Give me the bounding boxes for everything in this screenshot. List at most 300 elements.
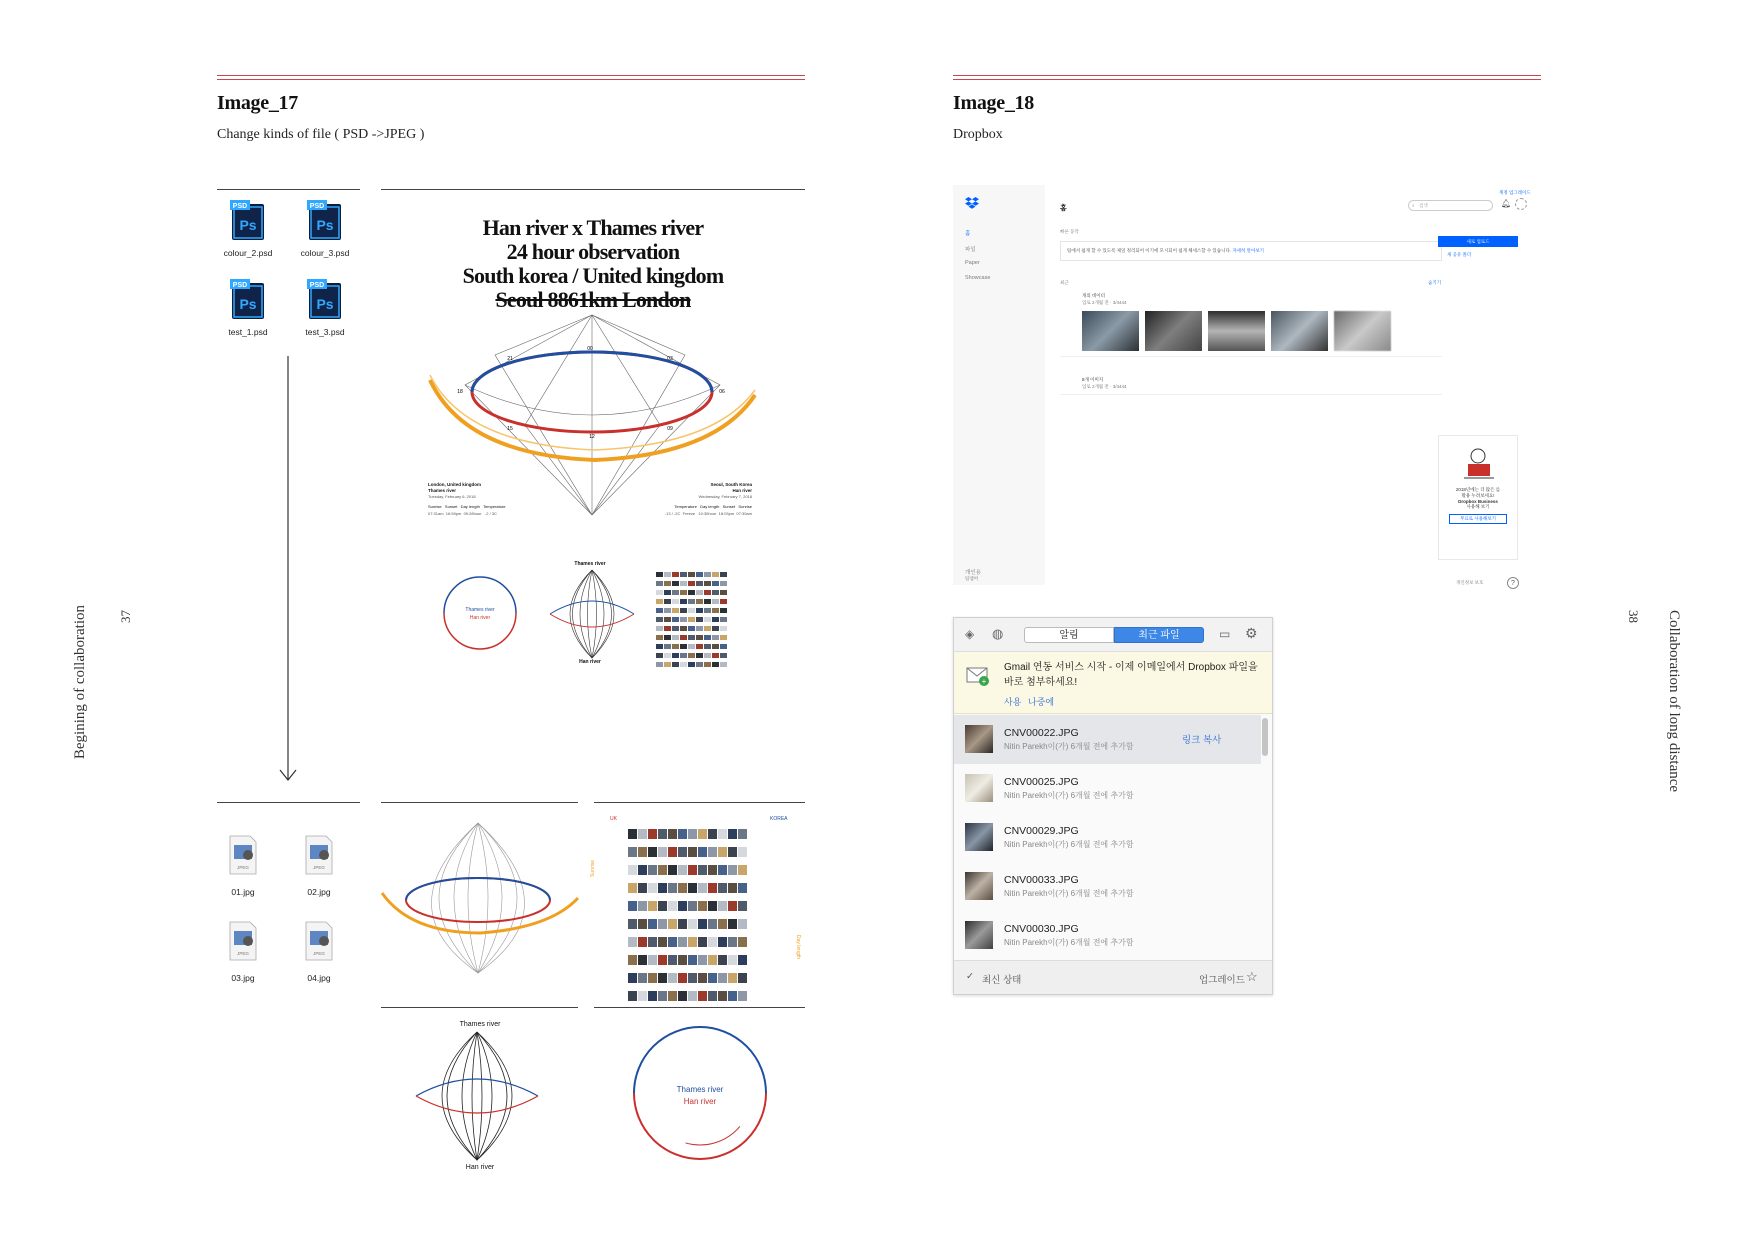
recent-group-2[interactable] — [1060, 375, 1442, 395]
color-swatch — [712, 635, 719, 640]
color-swatch — [728, 901, 737, 911]
color-swatch — [688, 901, 697, 911]
svg-text:Ps: Ps — [239, 217, 257, 233]
mini-han-title: Han river — [579, 659, 601, 665]
color-swatch — [704, 599, 711, 604]
color-swatch — [658, 883, 667, 893]
color-swatch — [708, 865, 717, 875]
dropbox-logo-icon[interactable] — [965, 197, 979, 209]
star-icon[interactable]: ☆ — [1246, 969, 1258, 984]
color-swatch — [688, 919, 697, 929]
file-name: CNV00033.JPG — [1004, 874, 1079, 886]
poster-section-rule — [381, 189, 805, 190]
file-thumbnail — [965, 872, 993, 900]
right-page-number: 38 — [1626, 610, 1641, 623]
color-swatch — [688, 847, 697, 857]
color-swatch — [668, 829, 677, 839]
photo-thumb[interactable] — [1208, 311, 1265, 351]
notice-link[interactable]: 자세히 알아보기 — [1232, 248, 1265, 253]
color-swatch — [720, 581, 727, 586]
photo-thumb[interactable] — [1334, 311, 1391, 351]
color-swatch — [698, 901, 707, 911]
poster-title-line-3: South korea / United kingdom — [462, 263, 724, 288]
hour-label: 00 — [587, 346, 593, 352]
layers-icon[interactable]: ◈ — [965, 627, 975, 641]
color-swatch — [712, 608, 719, 613]
color-swatch — [688, 662, 695, 667]
promo-illustration-icon — [1456, 442, 1500, 486]
color-swatch — [680, 653, 687, 658]
color-swatch — [728, 829, 737, 839]
color-swatch — [720, 572, 727, 577]
color-swatch — [738, 847, 747, 857]
color-swatch — [712, 644, 719, 649]
color-swatch — [656, 617, 663, 622]
color-swatch — [658, 919, 667, 929]
color-swatch — [656, 653, 663, 658]
hour-label: 21 — [507, 356, 513, 362]
color-swatch — [738, 865, 747, 875]
color-swatch — [656, 590, 663, 595]
korea-label: KOREA — [770, 816, 788, 822]
color-swatch — [638, 829, 647, 839]
notice-box — [1060, 241, 1442, 261]
color-swatch — [738, 901, 747, 911]
color-swatch — [680, 572, 687, 577]
color-swatch — [696, 653, 703, 658]
color-swatch — [712, 581, 719, 586]
color-swatch — [688, 829, 697, 839]
han-label: Han river — [469, 615, 491, 621]
color-swatch — [678, 973, 687, 983]
color-swatch — [672, 635, 679, 640]
color-swatch — [696, 617, 703, 622]
promo-brand: Dropbox Business — [1458, 499, 1498, 504]
color-swatch — [720, 599, 727, 604]
jpg-file-name: 03.jpg — [231, 973, 255, 983]
psd-file-name: test_3.psd — [305, 327, 345, 337]
color-swatch — [672, 644, 679, 649]
color-swatch — [708, 901, 717, 911]
color-swatch — [658, 847, 667, 857]
color-swatch — [738, 973, 747, 983]
color-swatch — [678, 883, 687, 893]
color-swatch — [672, 617, 679, 622]
color-swatch — [664, 599, 671, 604]
file-thumbnail — [965, 823, 993, 851]
color-swatch — [628, 955, 637, 965]
svg-text:Ps: Ps — [316, 296, 334, 312]
color-swatch — [668, 865, 677, 875]
search-icon: ⌕ — [1412, 203, 1415, 208]
color-swatch — [648, 955, 657, 965]
color-swatch — [664, 662, 671, 667]
color-swatch — [708, 991, 717, 1001]
color-swatch — [718, 973, 727, 983]
color-swatch — [656, 599, 663, 604]
color-swatch — [688, 883, 697, 893]
color-swatch — [672, 653, 679, 658]
color-swatch — [718, 847, 727, 857]
photoshop-file-icon — [307, 279, 343, 321]
color-swatch — [688, 644, 695, 649]
file-thumbnail — [965, 774, 993, 802]
file-description: Nitin Parekh이(가) 6개월 전에 추가함 — [1004, 840, 1134, 849]
color-swatch — [688, 626, 695, 631]
banner-use-link[interactable]: 사용 — [1004, 697, 1022, 707]
color-swatch — [664, 581, 671, 586]
business-promo-card — [1438, 435, 1518, 560]
color-swatch — [720, 635, 727, 640]
file-name: CNV00030.JPG — [1004, 923, 1079, 935]
color-swatch — [678, 955, 687, 965]
nav-home[interactable]: 홈 — [965, 231, 971, 237]
color-swatch — [628, 865, 637, 875]
color-swatch — [712, 626, 719, 631]
color-swatch — [658, 901, 667, 911]
color-swatch — [720, 662, 727, 667]
color-swatch — [708, 847, 717, 857]
bottom-clock-diagram — [625, 1018, 775, 1168]
color-swatch — [688, 581, 695, 586]
group1-title: 개의 데이터 — [1082, 293, 1105, 298]
color-swatch — [656, 662, 663, 667]
nav-files[interactable]: 파일 — [965, 247, 976, 253]
color-swatch — [664, 626, 671, 631]
color-swatch — [718, 883, 727, 893]
han-river-title: Han river — [465, 1164, 495, 1171]
thames-label: Thames river — [465, 607, 495, 613]
london-caption: London, United kingdom — [428, 482, 481, 487]
hour-label: 15 — [507, 426, 513, 432]
color-swatch — [718, 955, 727, 965]
color-swatch — [680, 581, 687, 586]
upgrade-link[interactable]: 계정 업그레이드 — [1499, 190, 1531, 195]
color-swatch — [668, 955, 677, 965]
hide-link[interactable]: 숨기기 — [1428, 280, 1442, 285]
privacy-link[interactable]: 개인정보 보호 — [1456, 580, 1484, 585]
svg-text:JPEG: JPEG — [237, 865, 249, 870]
svg-text:PSD: PSD — [309, 203, 325, 210]
london-headers: Sunrise Sunset Day length Temperature — [428, 504, 506, 509]
swatch-section-rule — [594, 802, 805, 803]
help-icon[interactable]: ? — [1507, 577, 1519, 589]
color-swatch — [678, 901, 687, 911]
left-page-number: 37 — [118, 610, 133, 623]
color-swatch — [628, 847, 637, 857]
color-swatch — [678, 847, 687, 857]
color-swatch — [672, 581, 679, 586]
color-swatch — [718, 901, 727, 911]
promo-line-2: 활용 누려보세요! — [1461, 493, 1495, 498]
group2-meta: 업로 2개월 전 · 3/4444 — [1082, 384, 1127, 389]
svg-text:JPEG: JPEG — [313, 951, 325, 956]
copy-link-button[interactable]: 링크 복사 — [1182, 735, 1222, 746]
left-side-title: Begining of collaboration — [72, 605, 88, 760]
london-date: Tuesday, February 6, 2018 — [428, 494, 476, 499]
svg-text:Ps: Ps — [316, 217, 334, 233]
color-swatch — [738, 937, 747, 947]
recent-group-1[interactable] — [1060, 291, 1442, 357]
color-swatch — [668, 973, 677, 983]
status-text: 최신 상태 — [982, 975, 1022, 986]
promo-line-3: 사용해 보기 — [1466, 504, 1490, 509]
panel-statusbar — [954, 960, 1272, 994]
nav-showcase[interactable]: Showcase — [965, 275, 991, 281]
color-swatch — [720, 590, 727, 595]
file-name: CNV00029.JPG — [1004, 825, 1079, 837]
color-swatch — [708, 937, 717, 947]
color-swatch — [696, 572, 703, 577]
promo-button[interactable]: 무료로 사용해보기 — [1449, 514, 1507, 524]
avatar[interactable] — [1515, 198, 1527, 210]
right-heading: Image_18 — [953, 92, 1034, 114]
color-swatch — [712, 617, 719, 622]
color-swatch — [648, 865, 657, 875]
file-description: Nitin Parekh이(가) 6개월 전에 추가함 — [1004, 791, 1134, 800]
account-name[interactable]: 개인용 — [965, 570, 981, 576]
color-swatch — [638, 883, 647, 893]
color-swatch — [656, 626, 663, 631]
search-placeholder: 검색 — [1419, 203, 1428, 208]
color-swatch — [668, 919, 677, 929]
color-swatch — [728, 955, 737, 965]
color-swatch — [728, 883, 737, 893]
poster-title-line-2: 24 hour observation — [506, 239, 680, 264]
bell-icon[interactable]: 🔔︎ — [1501, 199, 1512, 208]
globe-section-rule — [381, 802, 578, 803]
file-row[interactable] — [954, 715, 1261, 764]
search-box[interactable] — [1408, 200, 1493, 211]
color-swatch — [664, 644, 671, 649]
color-swatch — [680, 662, 687, 667]
svg-text:PSD: PSD — [232, 203, 248, 210]
color-swatch — [638, 919, 647, 929]
bottom-left-rule — [381, 1007, 578, 1008]
color-swatch — [704, 581, 711, 586]
upload-button[interactable]: 새로 업로드 — [1438, 236, 1518, 247]
color-swatch — [696, 590, 703, 595]
svg-text:PSD: PSD — [232, 282, 248, 289]
color-swatch — [698, 973, 707, 983]
seoul-caption: Seoul, South Korea — [710, 482, 752, 487]
seoul-date: Wednesday, February 7, 2018 — [698, 494, 752, 499]
color-swatch — [698, 937, 707, 947]
svg-text:+: + — [981, 677, 987, 686]
color-swatch — [738, 955, 747, 965]
color-swatch — [712, 572, 719, 577]
color-swatch — [712, 599, 719, 604]
banner-text: Gmail 연동 서비스 시작 - 이제 이메일에서 Dropbox 파일을 바로 첨부하세요! — [1004, 662, 1258, 688]
web-page-title: 홈 — [1060, 205, 1067, 212]
file-row[interactable] — [954, 862, 1261, 911]
color-swatch — [688, 617, 695, 622]
color-swatch — [696, 581, 703, 586]
color-swatch — [656, 581, 663, 586]
seoul-river: Han river — [732, 488, 752, 493]
photo-thumb[interactable] — [1082, 311, 1139, 351]
color-swatch — [688, 599, 695, 604]
folder-icon[interactable]: ▭ — [1219, 627, 1231, 641]
color-swatch — [638, 973, 647, 983]
color-swatch — [698, 919, 707, 929]
color-swatch — [688, 635, 695, 640]
right-subtitle: Dropbox — [953, 127, 1003, 142]
color-swatch — [696, 608, 703, 613]
color-swatch — [648, 829, 657, 839]
seoul-values: -13 / -2C Freeze 10:30hour 18:03pm 07:30am — [664, 511, 752, 516]
color-swatch — [708, 955, 717, 965]
color-swatch — [738, 991, 747, 1001]
hour-label: 03 — [667, 356, 673, 362]
color-swatch — [672, 608, 679, 613]
color-swatch — [704, 608, 711, 613]
london-values: 07:31am 16:59pm 09:28hour -2 / 3C — [428, 511, 497, 516]
color-swatch — [704, 626, 711, 631]
group2-title: 8개 이미지 — [1082, 377, 1104, 382]
file-row[interactable] — [954, 911, 1261, 961]
left-subtitle: Change kinds of file ( PSD ->JPEG ) — [217, 127, 425, 142]
color-swatch — [720, 617, 727, 622]
color-swatch — [728, 865, 737, 875]
color-swatch — [656, 644, 663, 649]
color-swatch — [698, 865, 707, 875]
photo-thumb[interactable] — [1271, 311, 1328, 351]
color-swatch — [720, 608, 727, 613]
color-swatch — [680, 599, 687, 604]
color-swatch — [698, 991, 707, 1001]
color-swatch — [668, 937, 677, 947]
color-swatch — [628, 829, 637, 839]
color-swatch — [696, 626, 703, 631]
color-swatch — [628, 919, 637, 929]
color-swatch — [696, 599, 703, 604]
color-swatch — [720, 626, 727, 631]
color-swatch — [704, 590, 711, 595]
image-file-icon — [228, 835, 258, 875]
mail-icon — [966, 665, 990, 687]
hour-label: 12 — [589, 434, 595, 440]
file-description: Nitin Parekh이(가) 6개월 전에 추가함 — [1004, 938, 1134, 947]
group1-meta: 업로 2개월 전 · 3/4444 — [1082, 300, 1127, 305]
photoshop-file-icon — [230, 279, 266, 321]
hour-label: 06 — [719, 389, 725, 395]
swatch-grid — [628, 829, 768, 1009]
color-swatch — [664, 572, 671, 577]
color-swatch — [728, 847, 737, 857]
tab-alerts[interactable]: 알림 — [1024, 627, 1114, 643]
color-swatch — [712, 590, 719, 595]
left-heading: Image_17 — [217, 92, 298, 114]
svg-text:PSD: PSD — [309, 282, 325, 289]
color-swatch — [718, 829, 727, 839]
color-swatch — [698, 829, 707, 839]
color-swatch — [648, 883, 657, 893]
color-swatch — [718, 865, 727, 875]
jpg-file-name: 02.jpg — [307, 887, 331, 897]
file-description: Nitin Parekh이(가) 6개월 전에 추가함 — [1004, 742, 1134, 751]
color-swatch — [708, 829, 717, 839]
color-swatch — [704, 572, 711, 577]
color-swatch — [688, 590, 695, 595]
bottom-globe-diagram — [412, 1030, 542, 1162]
color-swatch — [628, 991, 637, 1001]
file-row[interactable] — [954, 813, 1261, 862]
nav-paper[interactable]: Paper — [965, 260, 980, 266]
color-swatch — [668, 847, 677, 857]
dropbox-web-screenshot — [953, 185, 1543, 585]
right-side-title: Collaboration of long distance — [1666, 610, 1682, 793]
clock-thames-label: Thames river — [676, 1085, 724, 1094]
color-swatch — [728, 991, 737, 1001]
right-top-rule — [953, 75, 1541, 80]
color-swatch — [638, 865, 647, 875]
psd-section-rule — [217, 189, 360, 190]
sunrise-label: Sunrise — [590, 860, 596, 877]
daylength-label: Day length — [795, 935, 801, 959]
color-swatch — [704, 635, 711, 640]
london-river: Thames river — [428, 488, 457, 493]
color-swatch — [648, 847, 657, 857]
image-file-icon — [304, 921, 334, 961]
color-swatch — [708, 973, 717, 983]
file-row[interactable] — [954, 764, 1261, 813]
color-swatch — [658, 991, 667, 1001]
color-swatch — [638, 955, 647, 965]
file-thumbnail — [965, 921, 993, 949]
tab-recent-files[interactable]: 최근 파일 — [1114, 627, 1204, 643]
color-swatch — [704, 617, 711, 622]
color-swatch — [720, 644, 727, 649]
color-swatch — [688, 991, 697, 1001]
gear-icon[interactable]: ⚙ — [1245, 625, 1258, 641]
mini-globe-diagram — [548, 568, 636, 660]
color-swatch — [672, 599, 679, 604]
color-swatch — [648, 973, 657, 983]
upgrade-link[interactable]: 업그레이드 — [1199, 975, 1245, 986]
globe-icon[interactable]: ◍ — [992, 626, 1004, 641]
color-swatch — [658, 973, 667, 983]
color-swatch — [664, 653, 671, 658]
dropbox-tray-panel — [953, 617, 1273, 995]
color-swatch — [638, 847, 647, 857]
seoul-headers: Temperature Day length Sunset Sunrise — [674, 504, 752, 509]
color-swatch — [738, 829, 747, 839]
banner-later-link[interactable]: 나중에 — [1028, 697, 1055, 707]
color-swatch — [648, 991, 657, 1001]
color-swatch — [678, 991, 687, 1001]
color-swatch — [728, 937, 737, 947]
photo-thumb[interactable] — [1145, 311, 1202, 351]
color-swatch — [680, 590, 687, 595]
uk-label: UK — [610, 816, 617, 822]
color-swatch — [628, 901, 637, 911]
color-swatch — [708, 919, 717, 929]
color-swatch — [656, 572, 663, 577]
color-swatch — [656, 635, 663, 640]
color-swatch — [658, 829, 667, 839]
promo-line-1: 2018년에는 더 많은 를 — [1455, 487, 1501, 492]
color-swatch — [628, 883, 637, 893]
file-thumbnail — [965, 725, 993, 753]
new-folder-link[interactable]: 새 공유 폴더 — [1447, 252, 1472, 257]
color-swatch — [688, 937, 697, 947]
color-swatch — [678, 937, 687, 947]
color-swatch — [696, 644, 703, 649]
color-swatch — [672, 626, 679, 631]
file-list-scrollbar[interactable] — [1262, 718, 1268, 756]
mini-thames-title: Thames river — [574, 561, 606, 567]
